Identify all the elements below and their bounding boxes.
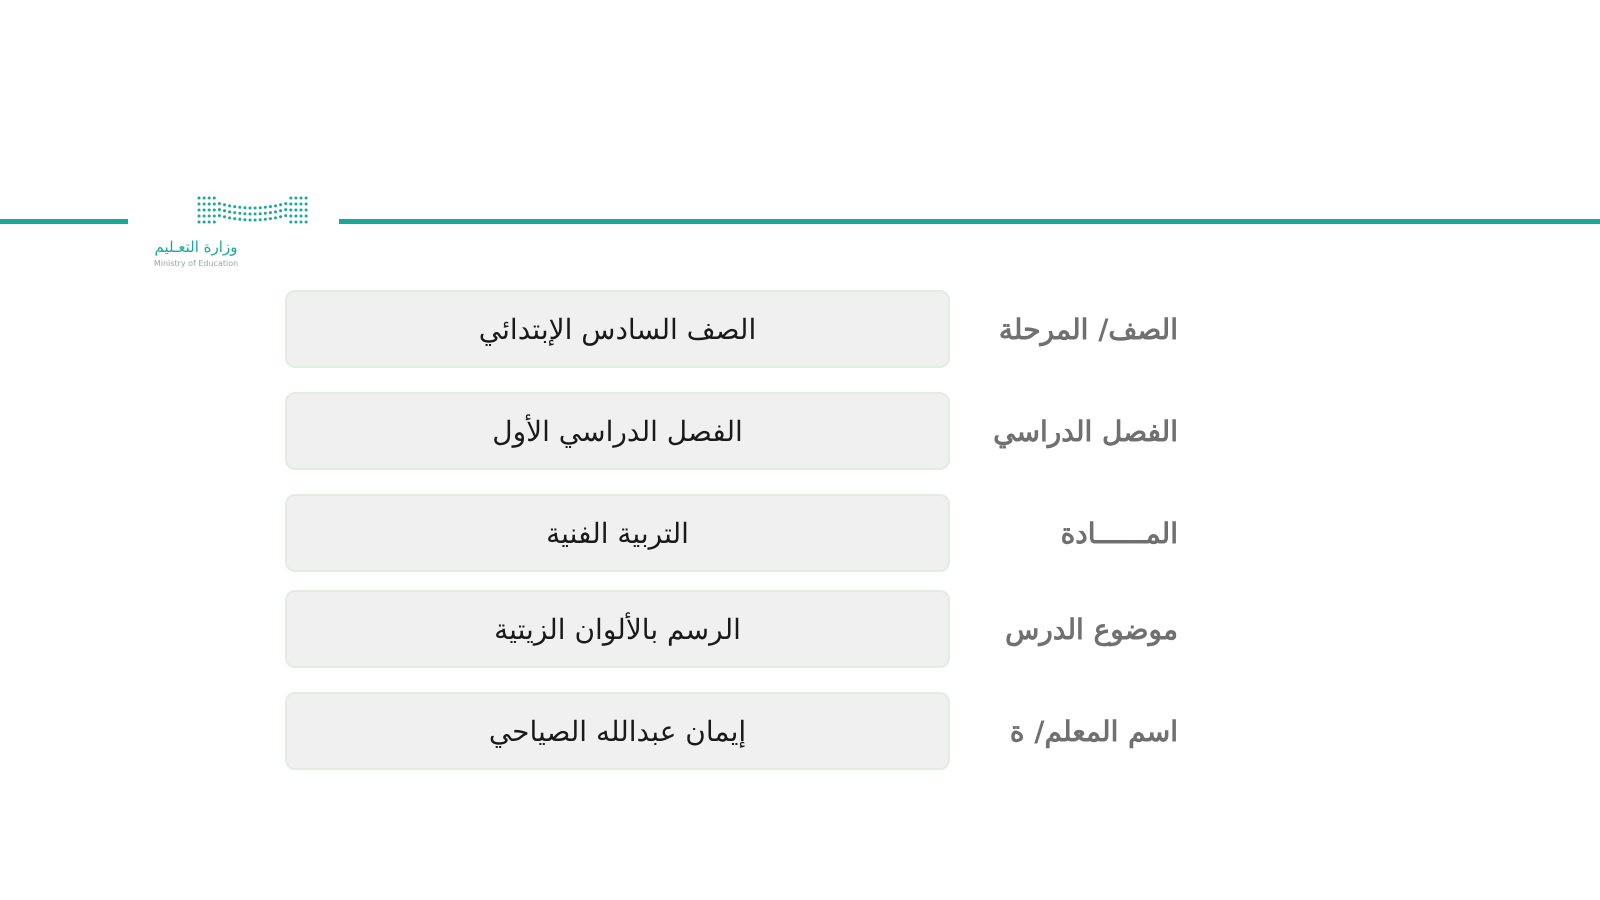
semester-label: الفصل الدراسي: [993, 414, 1178, 448]
grade-label: الصف/ المرحلة: [998, 312, 1178, 346]
semester-value: الفصل الدراسي الأول: [285, 392, 950, 470]
teacher-name-value: إيمان عبدالله الصياحي: [285, 692, 950, 770]
lesson-topic-value: الرسم بالألوان الزيتية: [285, 590, 950, 668]
lesson-topic-label: موضوع الدرس: [1005, 612, 1178, 646]
logo-arabic-text: وزارة التعـليم: [154, 238, 238, 256]
subject-label: المــــــادة: [1060, 516, 1178, 550]
info-row-teacher-name: [0, 692, 1600, 774]
info-row-subject: [0, 494, 1600, 576]
info-row-grade: [0, 290, 1600, 372]
grade-value: الصف السادس الإبتدائي: [285, 290, 950, 368]
info-row-semester: [0, 392, 1600, 474]
teacher-name-label: اسم المعلم/ ة: [1009, 714, 1178, 748]
info-row-lesson-topic: [0, 590, 1600, 672]
logo-english-text: Ministry of Education: [153, 259, 239, 268]
subject-value: التربية الفنية: [285, 494, 950, 572]
